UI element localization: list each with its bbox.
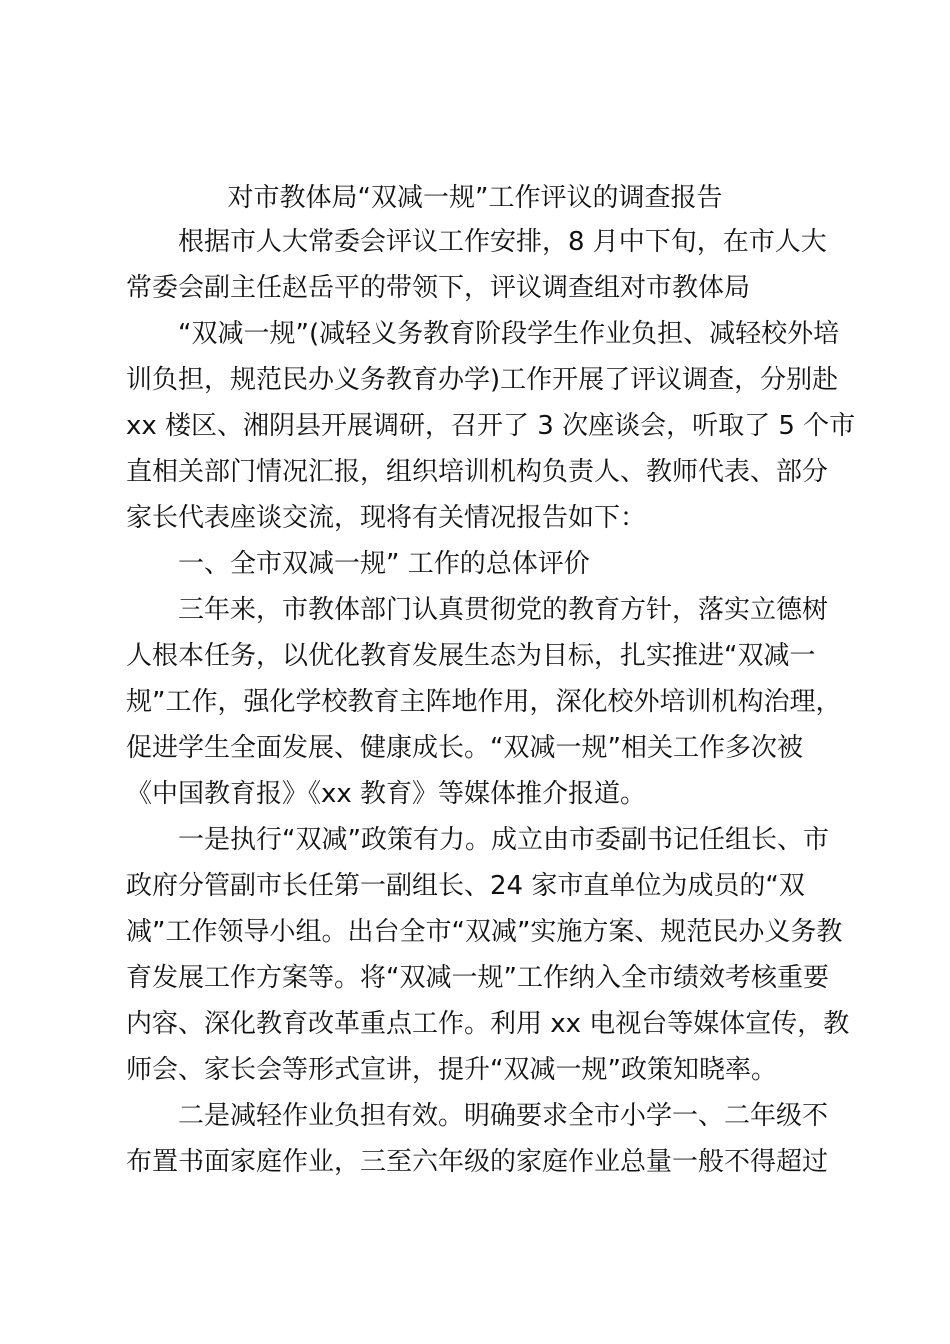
body-line-20: 二是减轻作业负担有效。明确要求全市小学一、二年级不 xyxy=(178,1101,829,1131)
body-line-11: 规”工作，强化学校教育主阵地作用，深化校外培训机构治理， xyxy=(126,687,842,717)
body-line-15: 政府分管副市长任第一副组长、24 家市直单位为成员的“双 xyxy=(126,871,805,901)
body-line-12: 促进学生全面发展、健康成长。“双减一规”相关工作多次被 xyxy=(126,733,803,763)
body-line-1: 根据市人大常委会评议工作安排，8 月中下旬，在市人大 xyxy=(178,227,827,257)
body-line-2: 常委会副主任赵岳平的带领下，评议调查组对市教体局 xyxy=(126,273,751,303)
body-line-19: 师会、家长会等形式宣讲，提升“双减一规”政策知晓率。 xyxy=(126,1055,777,1085)
section-heading-1: 一、全市双减一规” 工作的总体评价 xyxy=(178,549,590,579)
body-line-10: 人根本任务，以优化教育发展生态为目标，扎实推进“双减一 xyxy=(126,641,816,671)
body-line-3: “双减一规”(减轻义务教育阶段学生作业负担、减轻校外培 xyxy=(178,319,840,349)
body-line-16: 减”工作领导小组。出台全市“双减”实施方案、规范民办义务教 xyxy=(126,917,843,947)
body-line-6: 直相关部门情况汇报，组织培训机构负责人、教师代表、部分 xyxy=(126,457,829,487)
body-line-21: 布置书面家庭作业，三至六年级的家庭作业总量一般不得超过 xyxy=(126,1147,829,1177)
body-line-14: 一是执行“双减”政策有力。成立由市委副书记任组长、市 xyxy=(178,825,829,855)
body-line-18: 内容、深化教育改革重点工作。利用 xx 电视台等媒体宣传，教 xyxy=(126,1009,850,1039)
body-line-7: 家长代表座谈交流，现将有关情况报告如下： xyxy=(126,503,647,533)
body-line-5: xx 楼区、湘阴县开展调研，召开了 3 次座谈会，听取了 5 个市 xyxy=(126,411,856,441)
body-line-9: 三年来，市教体部门认真贯彻党的教育方针，落实立德树 xyxy=(178,595,829,625)
document-title: 对市教体局“双减一规”工作评议的调查报告 xyxy=(227,183,723,213)
body-line-17: 育发展工作方案等。将“双减一规”工作纳入全市绩效考核重要 xyxy=(126,963,829,993)
body-line-13: 《中国教育报》《xx 教育》等媒体推介报道。 xyxy=(126,779,647,809)
body-line-4: 训负担，规范民办义务教育办学)工作开展了评议调查，分别赴 xyxy=(126,365,839,395)
